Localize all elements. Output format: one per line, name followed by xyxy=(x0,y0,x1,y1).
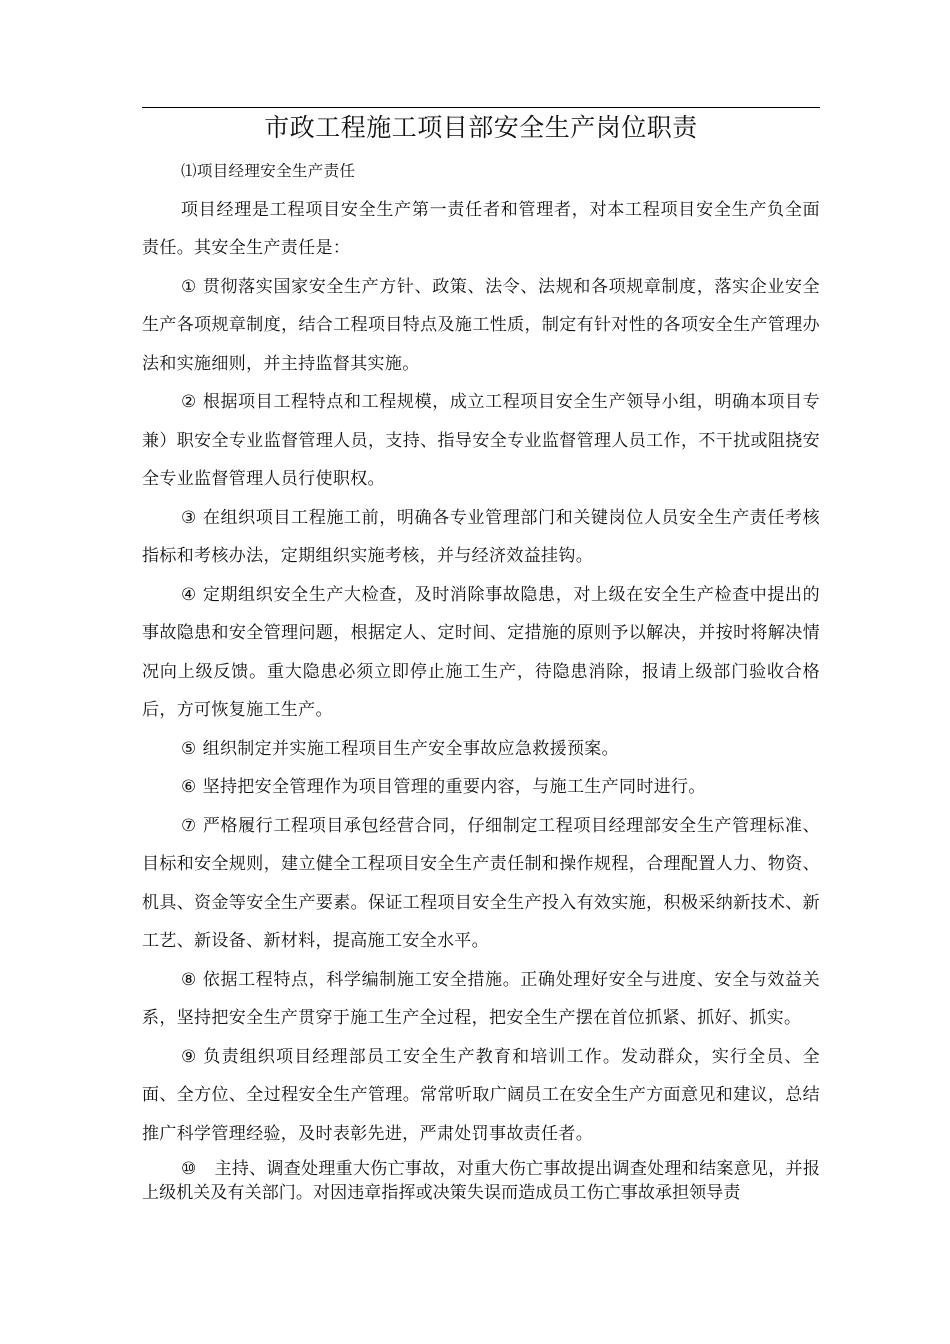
header-rule xyxy=(142,107,820,108)
item-number: ⑨ xyxy=(181,1046,198,1067)
item-number: ② xyxy=(181,392,197,412)
item-number: ⑧ xyxy=(181,969,197,990)
item-text: 坚持把安全管理作为项目管理的重要内容，与施工生产同时进行。 xyxy=(202,777,706,797)
document-body xyxy=(142,152,820,1205)
item-number: ⑦ xyxy=(181,815,197,836)
item-text: 主持、调查处理重大伤亡事故，对重大伤亡事故提出调查处理和结案意见，并报上级机关及有关部门。对因违章指挥或决策失误而造成员工伤亡事故承担领导责 xyxy=(142,1159,820,1203)
document-title: 市政工程施工项目部安全生产岗位职责 xyxy=(264,113,698,142)
item-text: 严格履行工程项目承包经营合同，仔细制定工程项目经理部安全生产管理标准、目标和安全规则，建立健全工程项目安全生产责任制和操作规程，合理配置人力、物资、机具、资金等安全生产要素。保证工程项目安全生产投入有效实施，积极采纳新技术、新工艺、新设备、新材料，提高施工安全水平。 xyxy=(142,815,821,951)
document-page xyxy=(142,0,820,1344)
list-item xyxy=(142,961,820,1038)
item-number: ③ xyxy=(181,507,197,528)
item-text: 定期组织安全生产大检查，及时消除事故隐患，对上级在安全生产检查中提出的事故隐患和安全管理问题，根据定人、定时间、定措施的原则予以解决，并按时将解决情况向上级反馈。重大隐患必须立即停止施工生产，待隐患消除，报请上级部门验收合格后，方可恢复施工生产。 xyxy=(142,584,821,720)
section-heading: ⑴项目经理安全生产责任 xyxy=(181,162,356,180)
item-text: 组织制定并实施工程项目生产安全事故应急救援预案。 xyxy=(202,738,619,759)
item-number: ⑤ xyxy=(181,738,197,759)
item-text: 根据项目工程特点和工程规模，成立工程项目安全生产领导小组，明确本项目专兼）职安全专业监督管理人员，支持、指导安全专业监督管理人员工作，不干扰或阻挠安全专业监督管理人员行使职权。 xyxy=(142,392,821,489)
item-text: 贯彻落实国家安全生产方针、政策、法令、法规和各项规章制度，落实企业安全生产各项规章制度，结合工程项目特点及施工性质，制定有针对性的各项安全生产管理办法和实施细则，并主持监督其实施。 xyxy=(142,276,821,374)
list-item xyxy=(142,1038,820,1154)
item-number: ⑩ xyxy=(181,1159,197,1179)
item-text: 依据工程特点，科学编制施工安全措施。正确处理好安全与进度、安全与效益关系，坚持把安全生产贯穿于施工生产全过程，把安全生产摆在首位抓紧、抓好、抓实。 xyxy=(142,969,821,1028)
list-item xyxy=(142,807,820,961)
list-item xyxy=(142,1157,820,1205)
list-item xyxy=(142,499,820,576)
list-item xyxy=(142,383,820,499)
item-number: ④ xyxy=(181,584,197,605)
intro-paragraph: 项目经理是工程项目安全生产第一责任者和管理者，对本工程项目安全生产负全面责任。其安全生产责任是： xyxy=(142,199,820,258)
list-item xyxy=(142,576,820,730)
list-item xyxy=(142,768,820,807)
item-number: ⑥ xyxy=(181,777,197,797)
list-item xyxy=(142,730,820,769)
item-text: 在组织项目工程施工前，明确各专业管理部门和关键岗位人员安全生产责任考核指标和考核办法，定期组织实施考核，并与经济效益挂钩。 xyxy=(142,507,821,566)
list-item xyxy=(142,268,820,384)
item-number: ① xyxy=(181,276,197,297)
item-text: 负责组织项目经理部员工安全生产教育和培训工作。发动群众，实行全员、全面、全方位、全过程安全生产管理。常常听取广阔员工在安全生产方面意见和建议，总结推广科学管理经验，及时表彰先进，严肃处罚事故责任者。 xyxy=(142,1046,820,1144)
